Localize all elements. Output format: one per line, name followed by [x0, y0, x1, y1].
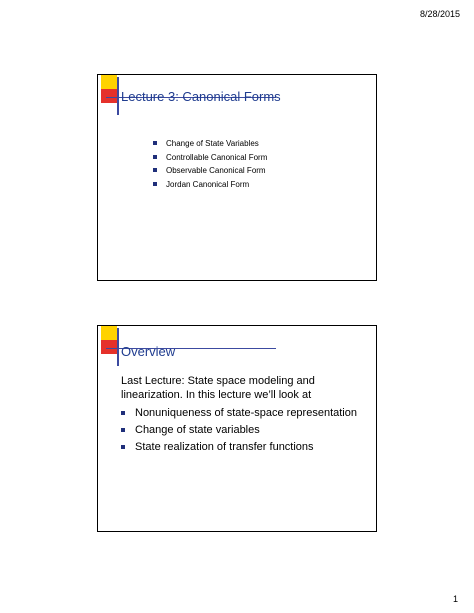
list-item	[153, 164, 267, 178]
square-bullet-icon	[121, 428, 125, 432]
square-bullet-icon	[153, 141, 157, 145]
square-bullet-icon	[153, 182, 157, 186]
red-square-shape	[101, 340, 117, 354]
list-item-text: Change of State Variables	[166, 139, 259, 148]
vertical-rule	[117, 77, 119, 115]
square-bullet-icon	[153, 168, 157, 172]
list-item	[121, 440, 371, 454]
red-square-shape	[101, 89, 117, 103]
list-item	[121, 423, 371, 437]
page-date: 8/28/2015	[419, 9, 460, 19]
list-item-text: Change of state variables	[135, 424, 260, 436]
slide-thumbnail-2	[97, 325, 377, 532]
vertical-rule	[117, 328, 119, 366]
square-bullet-icon	[121, 445, 125, 449]
slide-title: Overview	[121, 344, 176, 359]
list-item	[153, 137, 267, 151]
slide-body	[121, 374, 371, 457]
bullet-list	[153, 137, 267, 191]
page-number: 1	[452, 594, 458, 604]
list-item-text: Controllable Canonical Form	[166, 152, 268, 162]
list-item	[153, 151, 267, 165]
slide-title: Lecture 3: Canonical Forms	[121, 89, 281, 104]
square-bullet-icon	[121, 411, 125, 415]
list-item	[121, 406, 371, 420]
list-item-text: State realization of transfer functions	[135, 441, 314, 453]
list-item-text: Observable Canonical Form	[166, 166, 266, 175]
list-item	[153, 178, 267, 192]
intro-paragraph: Last Lecture: State space modeling and linearization. In this lecture we’ll look at	[121, 375, 315, 401]
bullet-list	[121, 406, 371, 454]
slide-thumbnail-1	[97, 74, 377, 281]
list-item-text: Nonuniqueness of state-space representation	[135, 407, 357, 419]
list-item-text: Jordan Canonical Form	[166, 179, 250, 189]
square-bullet-icon	[153, 155, 157, 159]
